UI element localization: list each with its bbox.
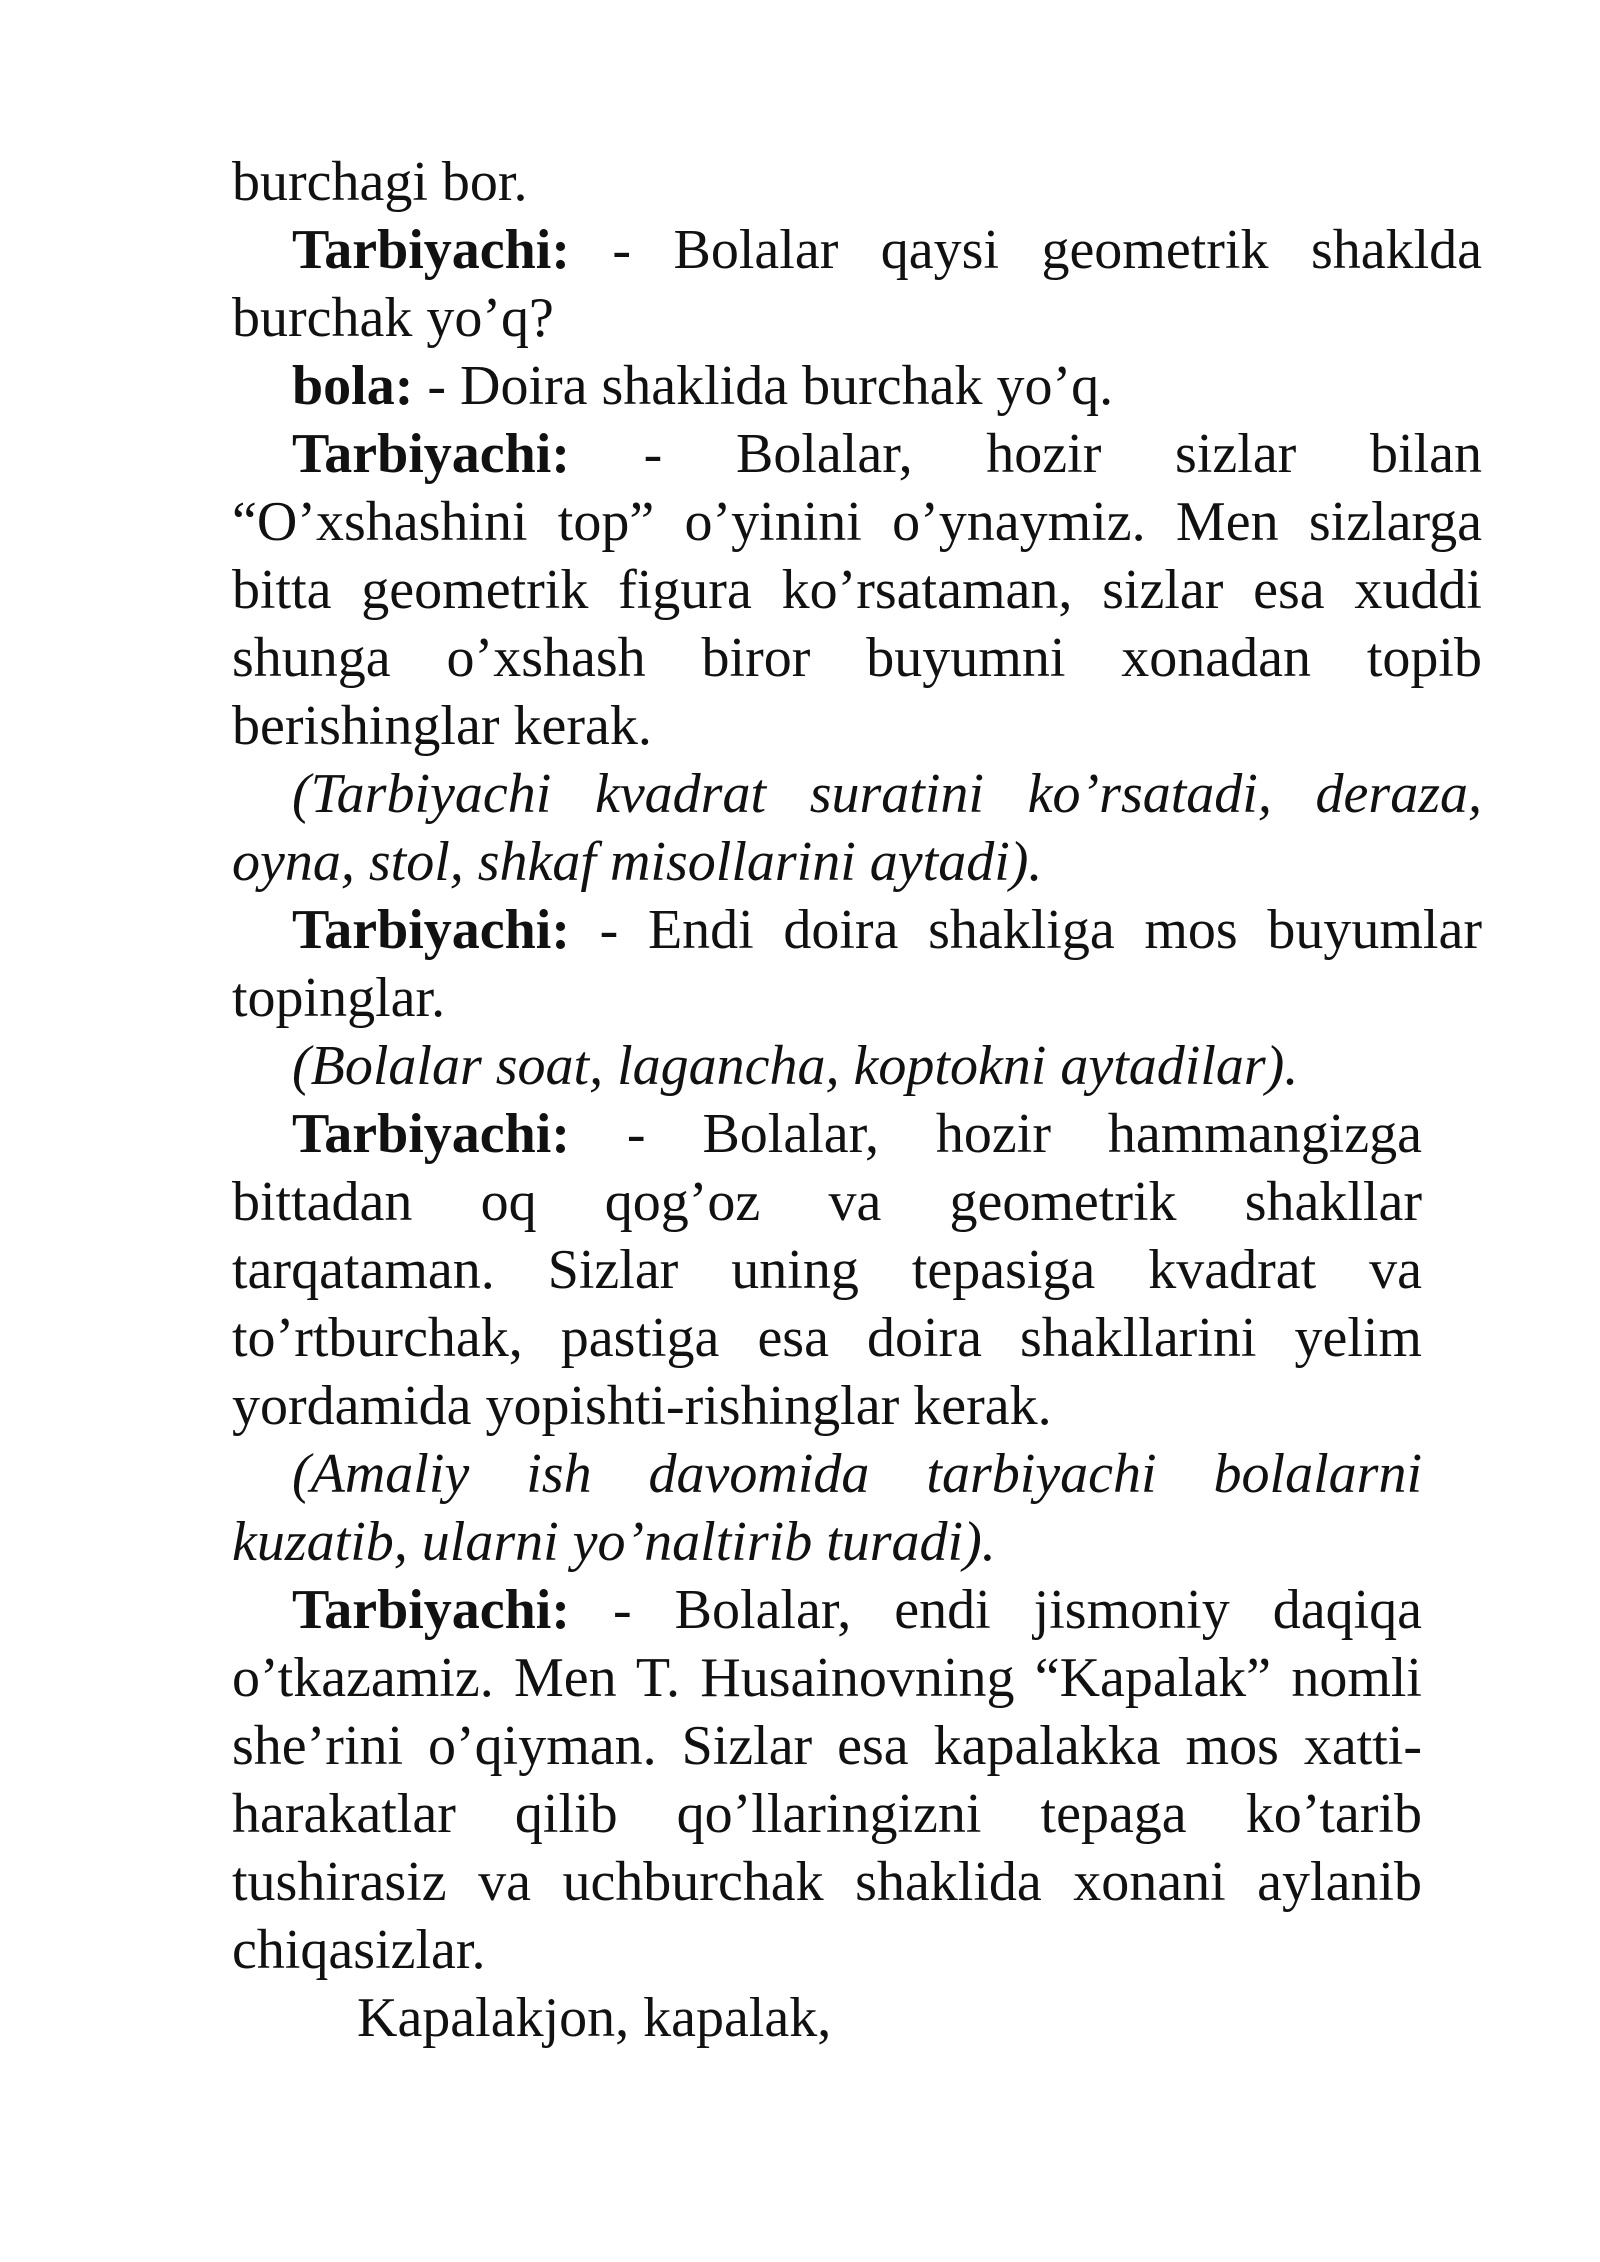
stage-direction: (Tarbiyachi kvadrat suratini ko’rsatadi, deraza, oyna, stol, shkaf misollarini aytadi). (232, 763, 1482, 893)
dialogue-text: - Bolalar qaysi geometrik shaklda burchak yo’q? (232, 219, 1482, 349)
dialogue-text: - Bolalar, hozir sizlar bilan “O’xshashini top” o’yinini o’ynaymiz. Men sizlarga bitta geometrik figura ko’rsataman, sizlar esa xuddi shunga o’xshash biror buyumni xonadan topib berishinglar kerak. (232, 423, 1482, 757)
speaker-label: Tarbiyachi: (292, 219, 570, 281)
dialogue-paragraph (232, 1100, 1422, 1440)
dialogue-text: - Bolalar, endi jismoniy daqiqa o’tkazamiz. Men T. Husainovning “Kapalak” nomli she’rini o’qiyman. Sizlar esa kapalakka mos xatti-harakatlar qilib qo’llaringizni tepaga ko’tarib tushirasiz va uchburchak shaklida xonani aylanib chiqasizlar. (232, 1579, 1422, 1981)
paragraph-continuation: burchagi bor. (232, 151, 528, 213)
document-page (232, 148, 1482, 2052)
dialogue-paragraph (232, 420, 1482, 760)
speaker-label: bola: (292, 355, 414, 417)
dialogue-text: - Bolalar, hozir hammangizga bittadan oq qog’oz va geometrik shakllar tarqataman. Sizlar uning tepasiga kvadrat va to’rtburchak, pastiga esa doira shakllarini yelim yordamida yopishti-rishinglar kerak. (232, 1103, 1422, 1437)
dialogue-text: - Doira shaklida burchak yo’q. (413, 355, 1114, 417)
poem-line: Kapalakjon, kapalak, (357, 1987, 832, 2049)
dialogue-paragraph (232, 216, 1482, 352)
speaker-label: Tarbiyachi: (292, 423, 570, 485)
dialogue-text: - Endi doira shakliga mos buyumlar topinglar. (232, 899, 1482, 1029)
dialogue-paragraph (232, 352, 1482, 420)
stage-direction: (Bolalar soat, lagancha, koptokni aytadilar). (292, 1035, 1299, 1097)
speaker-label: Tarbiyachi: (292, 899, 570, 961)
dialogue-paragraph (232, 896, 1482, 1032)
speaker-label: Tarbiyachi: (292, 1103, 570, 1165)
stage-direction: (Amaliy ish davomida tarbiyachi bolalarni kuzatib, ularni yo’naltirib turadi). (232, 1443, 1422, 1573)
speaker-label: Tarbiyachi: (292, 1579, 570, 1641)
dialogue-paragraph (232, 1576, 1422, 1984)
